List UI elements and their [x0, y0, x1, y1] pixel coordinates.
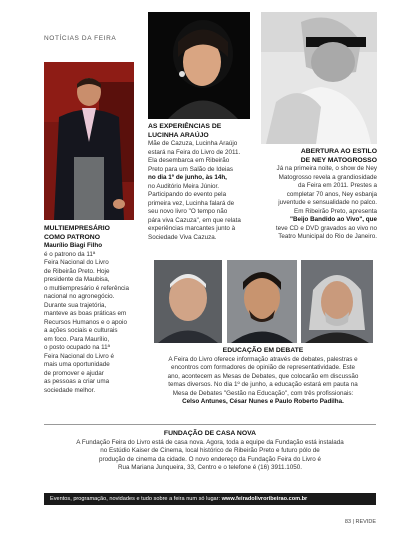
patron-line: Feira Nacional do Livro [44, 259, 109, 266]
patron-heading-1: MULTIEMPRESÁRIO [44, 225, 110, 232]
debate-heading: EDUCAÇÃO EM DEBATE [222, 347, 304, 354]
debate-article [150, 347, 376, 407]
lucinha-heading-1: AS EXPERIÊNCIAS DE [148, 123, 222, 130]
debate-line: encontros com formadores de opinião de representatividade. Este [170, 364, 356, 371]
debater-photo-paulo [301, 260, 373, 343]
patron-article [44, 225, 144, 395]
ney-heading-1: ABERTURA AO ESTILO [300, 148, 377, 155]
footer-bar [44, 493, 376, 505]
lucinha-line: no dia 1º de junho, às 14h, [148, 174, 227, 181]
divider-line [44, 424, 376, 425]
lucinha-line: primeira vez, Lucinha falará de [148, 199, 235, 207]
fundacao-line: A Fundação Feira do Livro está de casa nova. Agora, toda a equipe da Fundação está instalada [76, 438, 344, 446]
ney-line: Já na primeira noite, o show de Ney [276, 165, 377, 172]
debater-photo-cesar [227, 260, 297, 343]
lucinha-line: Ela desembarca em Ribeirão [148, 157, 230, 164]
patron-line: mais uma oportunidade [44, 361, 110, 368]
patron-line: o multiempresário é referência [44, 284, 130, 292]
ney-line: da Feira em 2011. Prestes a [298, 182, 377, 189]
ney-line: Teatro Municipal do Rio de Janeiro. [278, 233, 377, 240]
lucinha-line: estará na Feira do Livro de 2011. [148, 148, 241, 156]
lucinha-heading-2: LUCINHA ARAÚJO [148, 131, 209, 139]
section-label: NOTÍCIAS DA FEIRA [44, 35, 117, 42]
lucinha-line: pára viva Cazuza", em que relata [148, 216, 241, 224]
debate-line: temas diversos. No dia 1º de junho, a educação estará em pauta na [168, 381, 358, 388]
patron-line: de promover e ajudar [44, 369, 104, 377]
ney-line: completar 70 anos, Ney esbanja [286, 190, 377, 198]
patron-line: presidente da Maubisa, [44, 276, 110, 283]
lucinha-article [148, 123, 266, 242]
fundacao-heading: FUNDAÇÃO DE CASA NOVA [163, 430, 257, 437]
footer-text: Eventos, programação, novidades e tudo sobre a feira num só lugar: [50, 496, 222, 502]
ney-line: Em Ribeirão Preto, apresenta [294, 207, 377, 215]
patron-line: Feira Nacional do Livro é [44, 352, 115, 360]
debater-photo-celso [154, 260, 222, 343]
lucinha-line: Mãe de Cazuza, Lucinha Araújo [148, 140, 238, 147]
patron-line: nacional no agronegócio. [44, 293, 115, 300]
patron-line: em foco. Para Maurílio, [44, 335, 110, 343]
patron-line: sociedade melhor. [44, 386, 96, 394]
lucinha-line: experiências marcantes junto à [148, 225, 236, 232]
debate-names: Celso Antunes, César Nunes e Paulo Roberto Padilha. [182, 398, 344, 405]
ney-line: "Beijo Bandido ao Vivo", que [289, 216, 377, 223]
page-number: 83 | REVIDE [344, 519, 376, 525]
patron-line: Recursos Humanos e o apoio [44, 318, 127, 326]
lucinha-line: Sociedade Viva Cazuza. [148, 233, 217, 241]
ney-photo [261, 12, 377, 144]
patron-heading-2: COMO PATRONO [44, 233, 101, 241]
ney-heading-2: DE NEY MATOGROSSO [300, 156, 377, 164]
fundacao-line: no Estúdio Kaiser de Cinema, local histórico de Ribeirão Preto e futuro pólo de [100, 447, 320, 454]
patron-line: o posto ocupado na 11ª [44, 344, 110, 351]
ney-line: teve CD e DVD gravados ao vivo no [275, 224, 377, 232]
lucinha-line: Preto para um Salão de Ideias [148, 165, 234, 173]
ney-line: Matogrosso revela a grandiosidade [278, 173, 377, 181]
lucinha-line: Participando do evento pela [148, 191, 227, 198]
patron-line: manteve as boas práticas em [44, 310, 127, 317]
patron-name: Maurílio Biagi Filho [44, 242, 103, 249]
lucinha-line: no Auditório Meira Júnior. [148, 182, 220, 190]
fundacao-line: Rua Mariana Junqueira, 33, Centro e o telefone é (16) 3911.1050. [117, 464, 302, 471]
debate-line: ano, acontecem as Mesas de Debates, que colocarão em discussão [167, 372, 359, 380]
debate-line: A Feira do Livro oferece informação através de debates, palestras e [168, 355, 358, 363]
fundacao-article [44, 430, 376, 473]
ney-article [260, 148, 377, 242]
patron-line: a ações sociais e culturais [44, 327, 118, 334]
debate-line: Mesa de Debates "Gestão na Educação", com três profissionais: [172, 389, 354, 397]
lucinha-line: seu novo livro "O tempo não [148, 208, 228, 215]
ney-line: juventude e sensualidade no palco. [278, 199, 377, 206]
lucinha-photo [148, 12, 250, 119]
patron-line: é o patrono da 11ª [44, 250, 96, 258]
patron-line: de Ribeirão Preto. Hoje [44, 267, 110, 275]
patron-line: Durante sua trajetória, [44, 301, 107, 309]
patron-line: as pessoas a criar uma [44, 378, 110, 385]
footer-url-link[interactable]: www.feiradolivroribeirao.com.br [221, 496, 308, 502]
patron-photo [44, 62, 134, 220]
fundacao-line: produção de cinema da cidade. O novo endereço da Fundação Feira do Livro é [99, 455, 321, 463]
